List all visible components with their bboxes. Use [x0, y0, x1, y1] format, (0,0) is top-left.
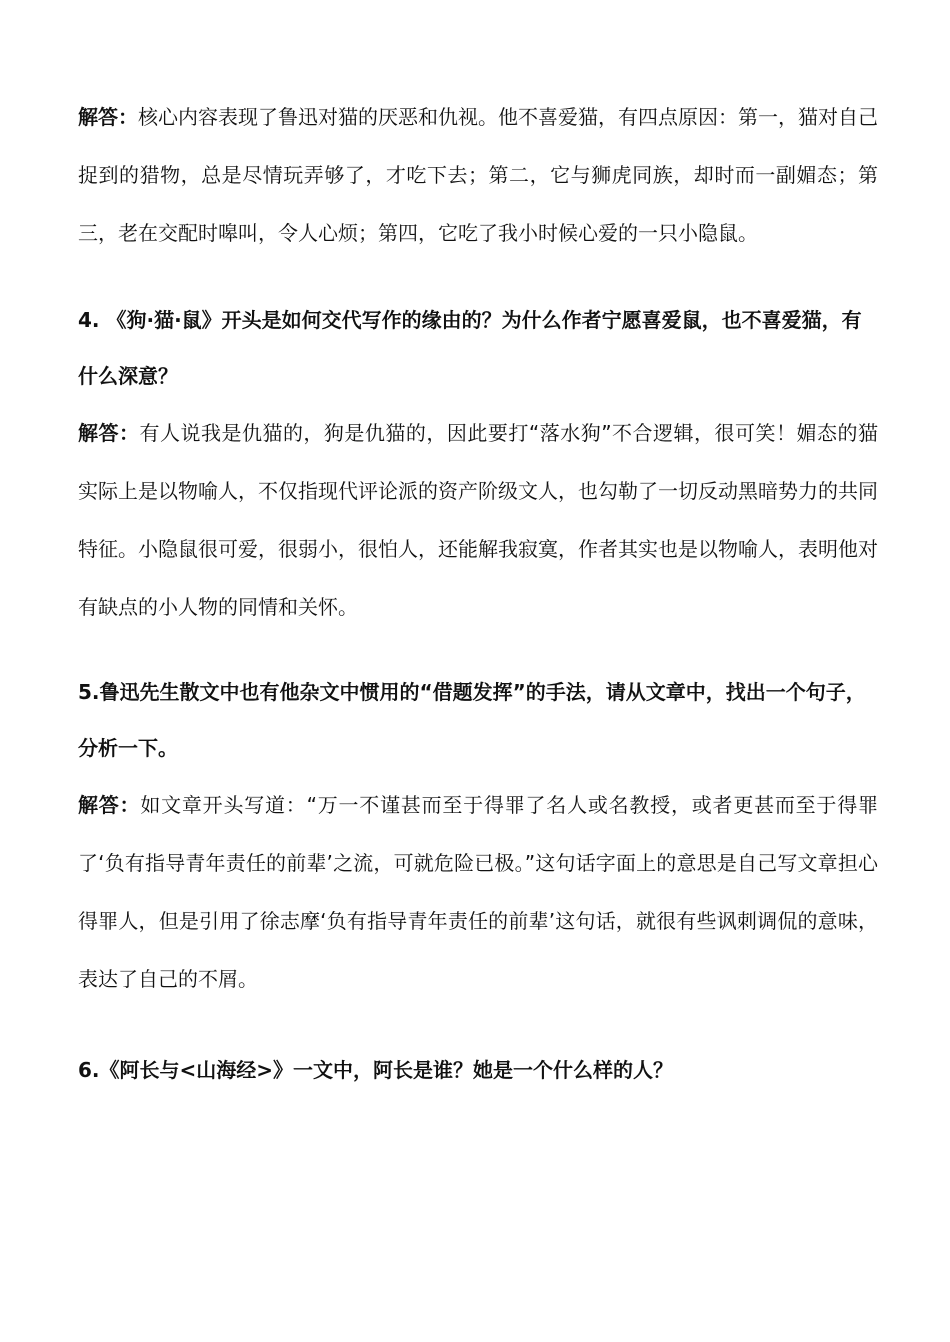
answer-label: 解答： — [78, 105, 138, 129]
document-page — [78, 88, 878, 1098]
question-4: 4. 《狗·猫·鼠》开头是如何交代写作的缘由的？为什么作者宁愿喜爱鼠，也不喜爱猫，有什么深意？ — [78, 308, 862, 388]
question-6: 6.《阿长与<山海经>》一文中，阿长是谁？她是一个什么样的人？ — [78, 1058, 674, 1082]
answer-paragraph-4 — [78, 404, 878, 636]
question-5: 5.鲁迅先生散文中也有他杂文中惯用的“借题发挥”的手法，请从文章中，找出一个句子，分析一下。 — [78, 680, 866, 760]
answer-text: 核心内容表现了鲁迅对猫的厌恶和仇视。他不喜爱猫，有四点原因：第一，猫对自己捉到的猎物，总是尽情玩弄够了，才吃下去；第二，它与狮虎同族，却时而一副媚态；第三，老在交配时嗥叫，令人心烦；第四，它吃了我小时候心爱的一只小隐鼠。 — [78, 105, 878, 245]
answer-text: 有人说我是仇猫的，狗是仇猫的，因此要打“落水狗”不合逻辑，很可笑！媚态的猫实际上是以物喻人，不仅指现代评论派的资产阶级文人，也勾勒了一切反动黑暗势力的共同特征。小隐鼠很可爱，很弱小，很怕人，还能解我寂寞，作者其实也是以物喻人，表明他对有缺点的小人物的同情和关怀。 — [78, 421, 878, 619]
answer-paragraph-5 — [78, 776, 878, 1008]
answer-text: 如文章开头写道：“万一不谨甚而至于得罪了名人或名教授，或者更甚而至于得罪了‘负有指导青年责任的前辈’之流，可就危险已极。”这句话字面上的意思是自己写文章担心得罪人，但是引用了徐志摩‘负有指导青年责任的前辈’这句话，就很有些讽刺调侃的意味，表达了自己的不屑。 — [78, 793, 878, 991]
answer-label: 解答： — [78, 421, 140, 445]
answer-label: 解答： — [78, 793, 141, 817]
answer-paragraph-3 — [78, 88, 878, 262]
